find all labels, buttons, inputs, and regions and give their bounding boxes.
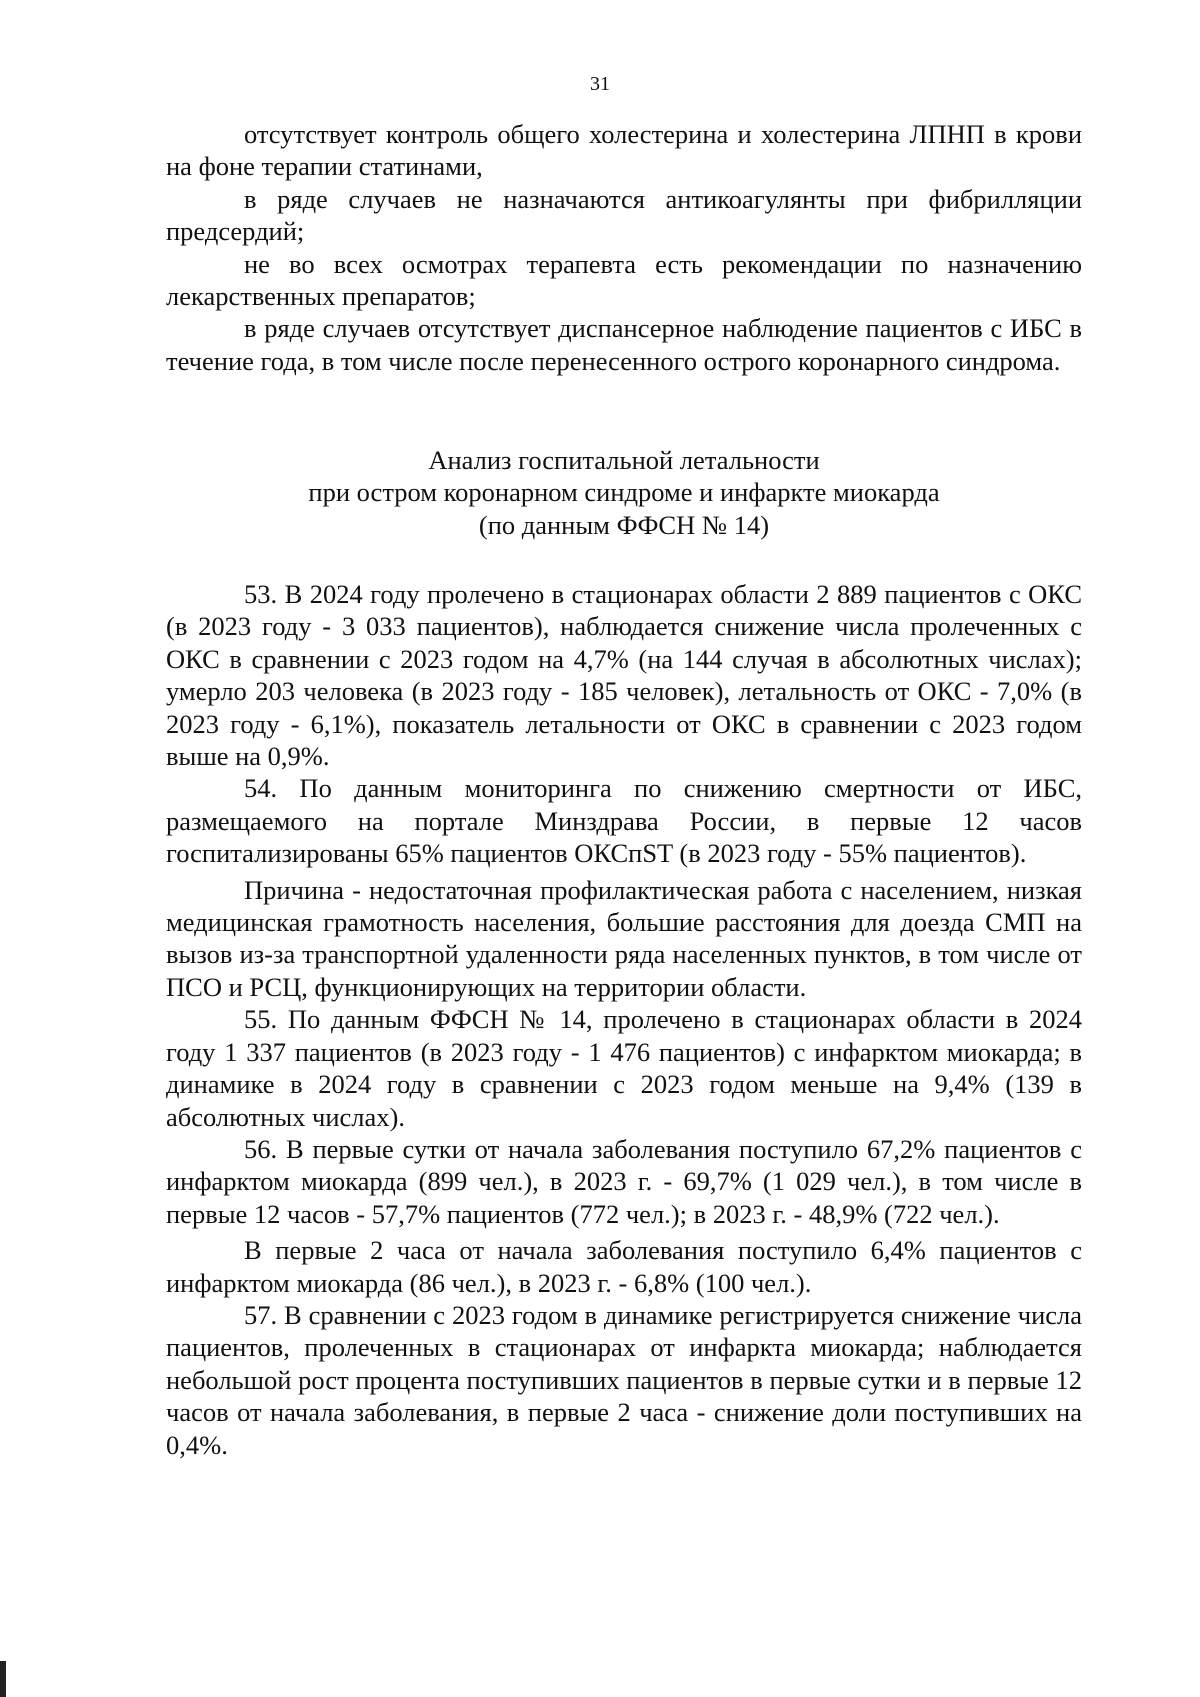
finding-anticoagulants: в ряде случаев не назначаются антикоагулянты при фибрилляции предсердий; [166, 183, 1082, 247]
section-heading-line-3: (по данным ФФСН № 14) [478, 509, 770, 540]
finding-dispensary-observation: в ряде случаев отсутствует диспансерное наблюдение пациентов с ИБС в течение года, в том числе после перенесенного острого коронарного синдрома. [166, 313, 1082, 376]
findings-list [166, 118, 1082, 377]
section-heading-line-1: Анализ госпитальной летальности [428, 445, 820, 475]
section-heading-line-2: при остром коронарном синдроме и инфаркте миокарда [308, 477, 940, 508]
finding-cholesterol: отсутствует контроль общего холестерина и холестерина ЛПНП в крови на фоне терапии статинами, [166, 119, 1082, 182]
paragraph-57: 57. В сравнении с 2023 годом в динамике регистрируется снижение числа пациентов, пролеченных в стационарах от инфаркта миокарда; наблюдается небольшой рост процента поступивших пациентов в первые сутки и в первые 12 часов от начала заболевания, в первые 2 часа - снижение доли поступивших на 0,4%. [166, 1299, 1082, 1460]
paragraph-cause: Причина - недостаточная профилактическая работа с населением, низкая медицинская грамотность населения, большие расстояния для доезда СМП на вызов из-за транспортной удаленности ряда населенных пунктов, в том числе от ПСО и РСЦ, функционирующих на территории области. [166, 874, 1082, 1002]
paragraph-56: 56. В первые сутки от начала заболевания поступило 67,2% пациентов с инфарктом миокарда (899 чел.), в 2023 г. - 69,7% (1 029 чел.), в том числе в первые 12 часов - 57,7% пациентов (772 чел.); в 2023 г. - 48,9% (722 чел.). [166, 1133, 1082, 1229]
finding-therapist-recommendations: не во всех осмотрах терапевта есть рекомендации по назначению лекарственных препаратов; [166, 248, 1082, 312]
paragraph-54: 54. По данным мониторинга по снижению смертности от ИБС, размещаемого на портале Минздрава России, в первые 12 часов госпитализированы 65% пациентов ОКСпST (в 2023 году - 55% пациентов). [166, 773, 1082, 869]
section-body [166, 578, 1082, 1461]
paragraph-first-2-hours: В первые 2 часа от начала заболевания поступило 6,4% пациентов с инфарктом миокарда (86 чел.), в 2023 г. - 6,8% (100 чел.). [166, 1235, 1082, 1298]
page-number: 31 [590, 73, 610, 95]
section-heading [166, 444, 1082, 541]
scan-edge-mark [0, 1661, 6, 1697]
paragraph-55: 55. По данным ФФСН № 14, пролечено в стационарах области в 2024 году 1 337 пациентов (в 2023 году - 1 476 пациентов) с инфарктом миокарда; в динамике в 2024 году в сравнении с 2023 годом меньше на 9,4% (139 в абсолютных числах). [166, 1004, 1082, 1132]
paragraph-53: 53. В 2024 году пролечено в стационарах области 2 889 пациентов с ОКС (в 2023 году - 3 033 пациентов), наблюдается снижение числа пролеченных с ОКС в сравнении с 2023 годом на 4,7% (на 144 случая в абсолютных числах); умерло 203 человека (в 2023 году - 185 человек), летальность от ОКС - 7,0% (в 2023 году - 6,1%), показатель летальности от ОКС в сравнении с 2023 годом выше на 0,9%. [166, 579, 1082, 772]
